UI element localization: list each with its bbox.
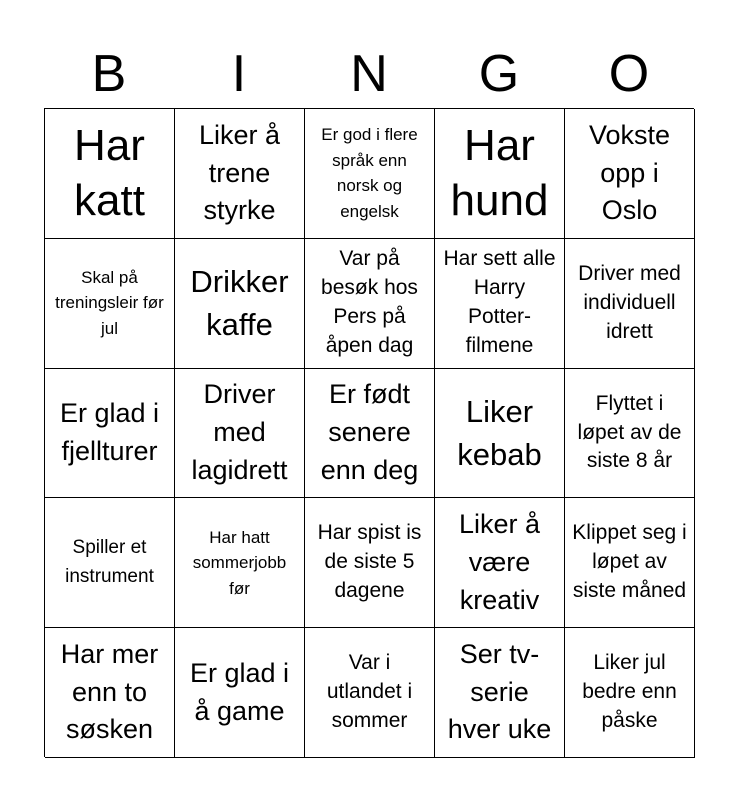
bingo-board (44, 108, 694, 757)
bingo-cell[interactable] (565, 498, 695, 628)
bingo-cell-text: Spiller et instrument (65, 537, 154, 587)
bingo-cell-text: Liker kebab (457, 393, 542, 472)
bingo-cell-text: Drikker kaffe (190, 263, 289, 343)
bingo-cell-text: Ser tv-serie hver uke (447, 638, 552, 745)
bingo-cell[interactable] (45, 369, 175, 499)
bingo-cell[interactable] (565, 109, 695, 239)
bingo-cell[interactable] (175, 109, 305, 239)
bingo-cell[interactable] (45, 498, 175, 628)
bingo-cell[interactable] (45, 109, 175, 239)
bingo-cell[interactable] (175, 628, 305, 758)
bingo-cell[interactable] (305, 498, 435, 628)
bingo-cell-text: Driver med individuell idrett (578, 261, 681, 343)
bingo-cell[interactable] (565, 239, 695, 369)
bingo-cell-text: Har hund (450, 120, 549, 226)
header-letter-n: N (350, 45, 388, 103)
bingo-cell[interactable] (435, 239, 565, 369)
bingo-cell-text: Er glad i å game (189, 657, 290, 726)
bingo-cell-text: Har hatt sommerjobb før (192, 527, 287, 598)
bingo-cell-text: Har sett alle Harry Potter-filmene (443, 247, 556, 358)
bingo-cell[interactable] (435, 109, 565, 239)
bingo-cell[interactable] (305, 628, 435, 758)
bingo-cell-text: Liker å trene styrke (198, 119, 281, 226)
bingo-cell-text: Liker jul bedre enn påske (582, 651, 677, 733)
header-letter-g: G (478, 45, 520, 103)
bingo-cell-text: Har spist is de siste 5 dagene (317, 521, 422, 603)
bingo-cell[interactable] (175, 239, 305, 369)
bingo-cell[interactable] (435, 628, 565, 758)
bingo-cell-text: Var i utlandet i sommer (326, 651, 413, 733)
bingo-cell[interactable] (435, 369, 565, 499)
bingo-cell-text: Liker å være kreativ (458, 509, 541, 615)
bingo-cell-text: Driver med lagidrett (191, 379, 288, 485)
bingo-cell[interactable] (45, 628, 175, 758)
bingo-cell[interactable] (435, 498, 565, 628)
bingo-cell[interactable] (175, 369, 305, 499)
bingo-cell-text: Har katt (74, 120, 145, 226)
bingo-cell[interactable] (175, 498, 305, 628)
header-letter-i: I (231, 45, 247, 103)
header-letter-o: O (608, 45, 650, 103)
bingo-cell[interactable] (305, 239, 435, 369)
bingo-cell-text: Var på besøk hos Pers på åpen dag (321, 247, 418, 358)
header-letter-b: B (91, 45, 127, 103)
bingo-cell-text: Flyttet i løpet av de siste 8 år (577, 391, 682, 473)
bingo-cell[interactable] (305, 109, 435, 239)
bingo-cell[interactable] (565, 369, 695, 499)
bingo-cell-text: Klippet seg i løpet av siste måned (572, 521, 687, 603)
bingo-cell-text: Er glad i fjellturer (59, 398, 160, 466)
bingo-cell-text: Har mer enn to søsken (60, 638, 159, 745)
bingo-cell[interactable] (305, 369, 435, 499)
bingo-cell-text: Vokste opp i Oslo (588, 119, 671, 226)
bingo-cell-text: Er født senere enn deg (320, 379, 419, 485)
bingo-cell[interactable] (45, 239, 175, 369)
bingo-header (44, 40, 694, 108)
bingo-cell[interactable] (565, 628, 695, 758)
bingo-cell-text: Er god i flere språk enn norsk og engelsk (321, 125, 418, 221)
bingo-cell-text: Skal på treningsleir før jul (55, 267, 164, 338)
